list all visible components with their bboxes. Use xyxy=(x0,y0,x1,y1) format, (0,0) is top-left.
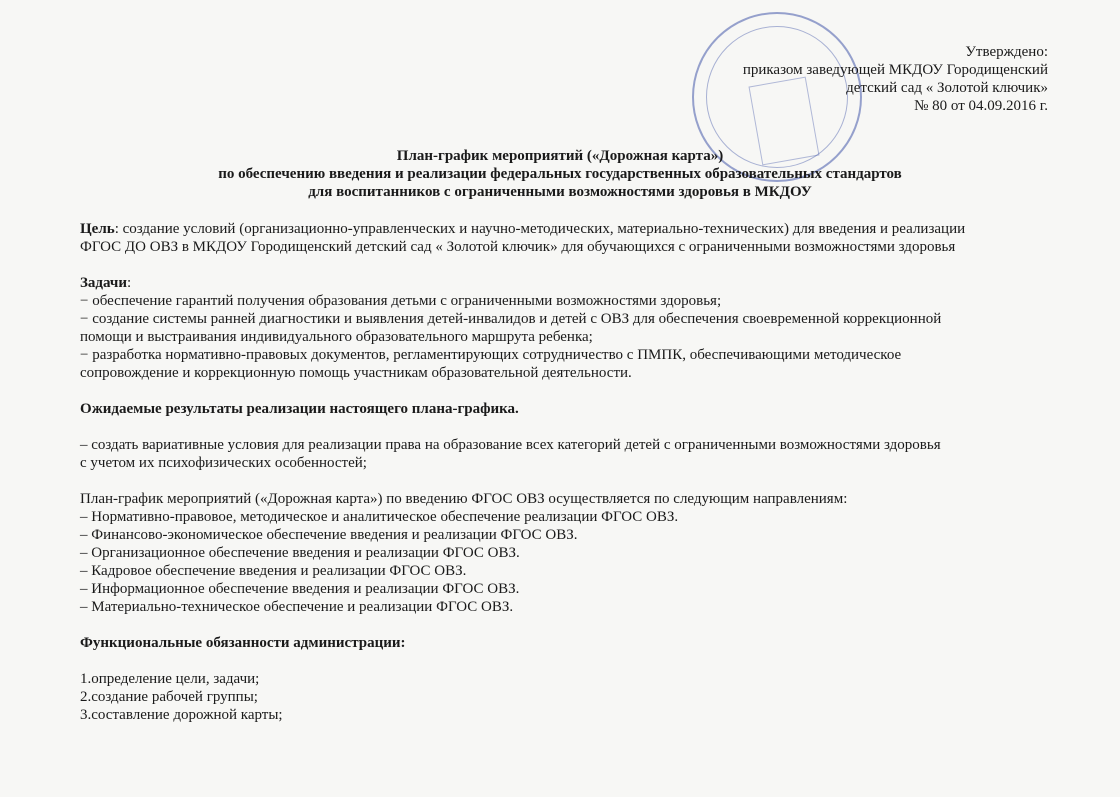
directions-intro: План-график мероприятий («Дорожная карта») по введению ФГОС ОВЗ осуществляется по следующим направлениям: xyxy=(80,491,848,507)
approval-line: № 80 от 04.09.2016 г. xyxy=(914,98,1048,114)
document-title xyxy=(0,147,1120,201)
task-item: − создание системы ранней диагностики и выявления детей-инвалидов и детей с ОВЗ для обеспечения своевременной коррекционной xyxy=(80,311,942,327)
task-item: помощи и выстраивания индивидуального образовательного маршрута ребенка; xyxy=(80,329,593,345)
goal-text: : создание условий (организационно-управленческих и научно-методических, материально-технических) для введения и реализации xyxy=(114,221,966,237)
approval-line: Утверждено: xyxy=(965,44,1048,60)
admin-heading: Функциональные обязанности администрации: xyxy=(80,635,406,651)
direction-item: – Нормативно-правовое, методическое и аналитическое обеспечение реализации ФГОС ОВЗ. xyxy=(80,509,679,525)
results-heading: Ожидаемые результаты реализации настоящего плана-графика. xyxy=(80,401,519,417)
direction-item: – Информационное обеспечение введения и реализации ФГОС ОВЗ. xyxy=(80,581,520,597)
results-line: – создать вариативные условия для реализации права на образование всех категорий детей с ограниченными возможностями здоровья xyxy=(80,437,941,453)
document-body xyxy=(80,220,1040,724)
direction-item: – Материально-техническое обеспечение и реализации ФГОС ОВЗ. xyxy=(80,599,514,615)
tasks-label-suffix: : xyxy=(127,275,132,291)
admin-item: 2.создание рабочей группы; xyxy=(80,689,258,705)
task-item: − разработка нормативно-правовых документов, регламентирующих сотрудничество с ПМПК, обеспечивающими методическое xyxy=(80,347,902,363)
title-line: по обеспечению введения и реализации федеральных государственных образовательных стандартов xyxy=(218,166,902,182)
goal-text-line: ФГОС ДО ОВЗ в МКДОУ Городищенский детский сад « Золотой ключик» для обучающихся с ограниченными возможностями здоровья xyxy=(80,239,956,255)
direction-item: – Кадровое обеспечение введения и реализации ФГОС ОВЗ. xyxy=(80,563,467,579)
tasks-heading xyxy=(80,274,1040,292)
title-line: План-график мероприятий («Дорожная карта») xyxy=(396,148,724,164)
task-item: − обеспечение гарантий получения образования детьми с ограниченными возможностями здоровья; xyxy=(80,293,722,309)
direction-item: – Финансово-экономическое обеспечение введения и реализации ФГОС ОВЗ. xyxy=(80,527,578,543)
goal-label: Цель xyxy=(80,221,115,237)
task-item: сопровождение и коррекционную помощь участникам образовательной деятельности. xyxy=(80,365,632,381)
direction-item: – Организационное обеспечение введения и реализации ФГОС ОВЗ. xyxy=(80,545,520,561)
approval-line: детский сад « Золотой ключик» xyxy=(846,80,1048,96)
title-line: для воспитанников с ограниченными возможностями здоровья в МКДОУ xyxy=(308,184,812,200)
approval-block xyxy=(743,43,1048,115)
tasks-label: Задачи xyxy=(80,275,128,291)
admin-item: 3.составление дорожной карты; xyxy=(80,707,283,723)
results-line: с учетом их психофизических особенностей; xyxy=(80,455,367,471)
approval-line: приказом заведующей МКДОУ Городищенский xyxy=(742,62,1048,78)
admin-item: 1.определение цели, задачи; xyxy=(80,671,260,687)
goal-paragraph xyxy=(80,220,1040,238)
